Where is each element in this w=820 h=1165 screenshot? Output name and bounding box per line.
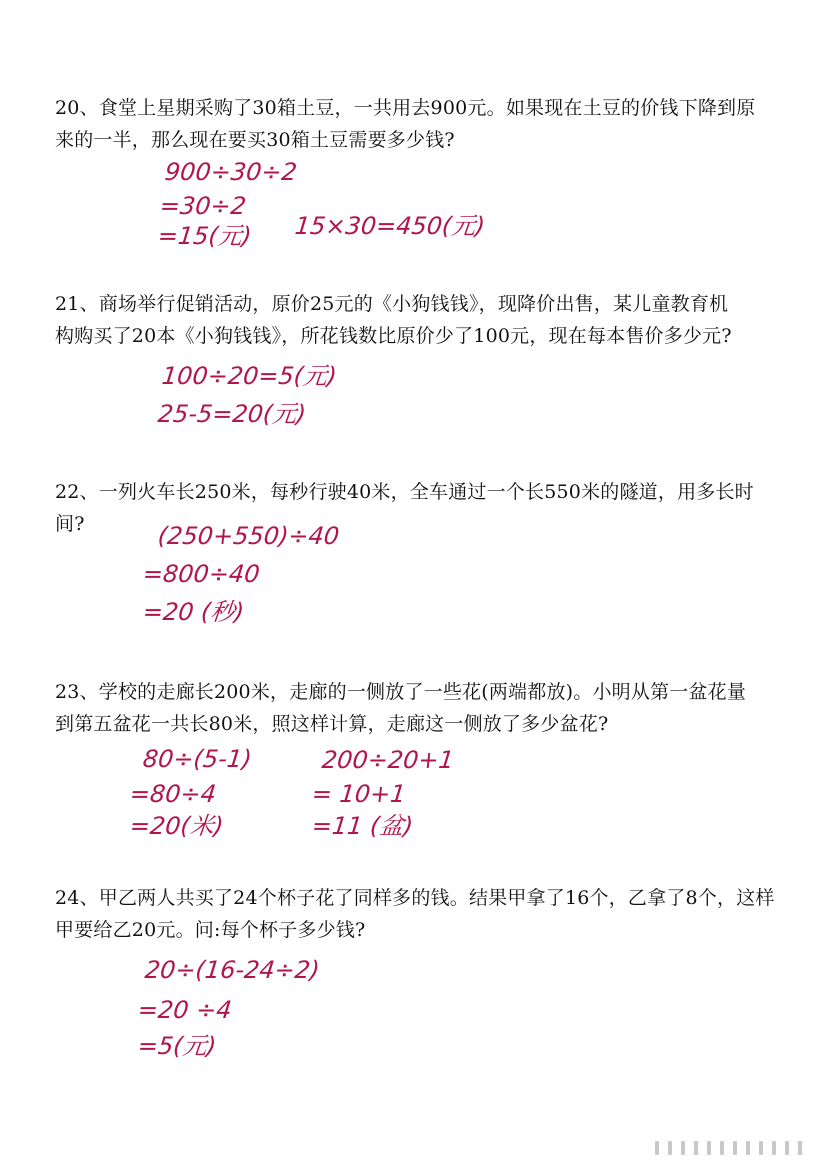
handwritten-answer: 100÷20=5(元)	[160, 362, 339, 390]
handwritten-answer: =30÷2	[158, 192, 248, 220]
question-line: 24、甲乙两人共买了24个杯子花了同样多的钱。结果甲拿了16个，乙拿了8个，这样	[55, 887, 775, 909]
handwritten-answer: (250+550)÷40	[156, 522, 341, 550]
handwritten-answer: =5(元)	[136, 1032, 218, 1060]
handwritten-answer: 15×30=450(元)	[293, 212, 487, 240]
question-line: 21、商场举行促销活动，原价25元的《小狗钱钱》，现降价出售，某儿童教育机	[55, 293, 729, 315]
handwritten-answer: 900÷30÷2	[163, 158, 299, 186]
handwritten-answer: =15(元)	[156, 222, 253, 250]
handwritten-answer: 200÷20+1	[320, 746, 456, 774]
question-line: 到第五盆花一共长80米，照这样计算，走廊这一侧放了多少盆花?	[55, 713, 609, 735]
problem-24	[55, 882, 795, 946]
handwritten-answer: =20 ÷4	[136, 996, 234, 1024]
question-line: 来的一半，那么现在要买30箱土豆需要多少钱?	[55, 129, 455, 151]
question-line: 构购买了20本《小狗钱钱》，所花钱数比原价少了100元，现在每本售价多少元?	[55, 325, 732, 347]
handwritten-answer: 20÷(16-24÷2)	[143, 956, 321, 984]
handwritten-answer: = 10+1	[310, 780, 408, 808]
question-line: 22、一列火车长250米，每秒行驶40米，全车通过一个长550米的隧道，用多长时	[55, 481, 754, 503]
handwritten-answer: 80÷(5-1)	[141, 745, 254, 773]
handwritten-answer: =11 (盆)	[310, 812, 415, 840]
question-line: 20、食堂上星期采购了30箱土豆，一共用去900元。如果现在土豆的价钱下降到原	[55, 97, 756, 119]
handwritten-answer: =20 (秒)	[141, 598, 246, 626]
handwritten-answer: =20(米)	[128, 812, 225, 840]
handwritten-answer: =80÷4	[128, 780, 218, 808]
handwritten-answer: 25-5=20(元)	[156, 400, 308, 428]
watermark-dots	[655, 1141, 802, 1155]
problem-20	[55, 92, 795, 156]
question-line: 间?	[55, 513, 85, 535]
problem-23	[55, 676, 795, 740]
handwritten-answer: =800÷40	[141, 560, 262, 588]
problem-21	[55, 288, 795, 352]
question-line: 甲要给乙20元。问:每个杯子多少钱?	[55, 919, 366, 941]
question-line: 23、学校的走廊长200米，走廊的一侧放了一些花(两端都放)。小明从第一盆花量	[55, 681, 747, 703]
